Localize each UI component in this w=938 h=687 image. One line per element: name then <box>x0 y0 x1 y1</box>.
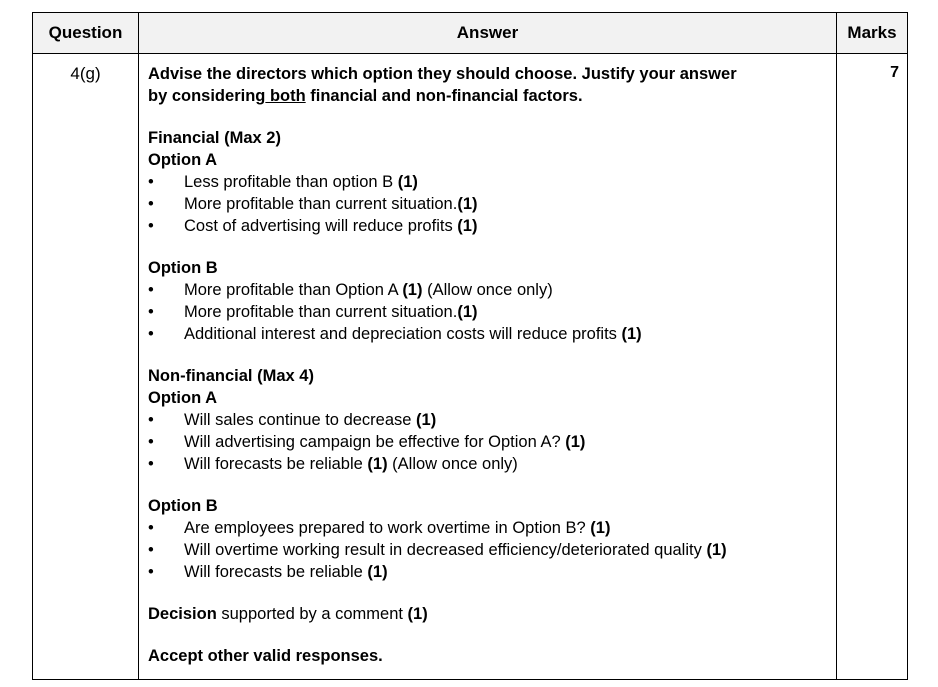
prompt-underlined: both <box>265 87 306 105</box>
item-mark: (1) <box>397 173 418 191</box>
item-text: Cost of advertising will reduce profits <box>184 217 458 235</box>
financial-heading: Financial (Max 2) <box>148 129 281 147</box>
list-item <box>148 301 828 323</box>
item-text: Will forecasts be reliable <box>184 563 368 581</box>
item-mark: (1) <box>457 303 478 321</box>
nonfinancial-optiona-section <box>148 365 828 475</box>
list-item <box>148 539 828 561</box>
item-mark: (1) <box>457 217 478 235</box>
prompt-line1: Advise the directors which option they should choose. Justify your answer <box>148 65 737 83</box>
option-label: Option B <box>148 259 218 277</box>
nonfinancial-optionb-section <box>148 495 828 583</box>
item-mark: (1) <box>457 195 478 213</box>
item-mark: (1) <box>621 325 642 343</box>
list-item <box>148 453 828 475</box>
decision-word: Decision <box>148 605 217 623</box>
bullet-list <box>148 279 828 345</box>
list-item <box>148 215 828 237</box>
answer-cell <box>139 54 837 680</box>
question-number: 4(g) <box>33 54 139 680</box>
header-marks: Marks <box>837 13 908 54</box>
item-mark: (1) <box>565 433 586 451</box>
item-mark: (1) <box>590 519 611 537</box>
item-text: Are employees prepared to work overtime in Option B? <box>184 519 591 537</box>
table-row <box>33 54 908 680</box>
list-item <box>148 409 828 431</box>
item-text: Will advertising campaign be effective for Option A? <box>184 433 566 451</box>
item-mark: (1) <box>367 563 388 581</box>
financial-optiona-section <box>148 127 828 237</box>
list-item <box>148 171 828 193</box>
question-prompt <box>148 63 828 107</box>
item-text: More profitable than current situation. <box>184 303 458 321</box>
option-label: Option B <box>148 497 218 515</box>
list-item <box>148 279 828 301</box>
financial-optionb-section <box>148 257 828 345</box>
list-item <box>148 193 828 215</box>
list-item <box>148 517 828 539</box>
bullet-list <box>148 409 828 475</box>
decision-line <box>148 603 828 625</box>
bullet-list <box>148 517 828 583</box>
item-text: Will sales continue to decrease <box>184 411 417 429</box>
option-label: Option A <box>148 151 218 169</box>
item-text: Will forecasts be reliable <box>184 455 368 473</box>
header-answer: Answer <box>139 13 837 54</box>
item-mark: (1) <box>402 281 423 299</box>
decision-mark: (1) <box>407 605 428 623</box>
item-note: (Allow once only) <box>422 281 553 299</box>
marks-value: 7 <box>837 54 908 680</box>
nonfinancial-heading: Non-financial (Max 4) <box>148 367 314 385</box>
accept-note: Accept other valid responses. <box>148 647 383 665</box>
prompt-line2b: financial and non-financial factors. <box>305 87 583 105</box>
list-item <box>148 323 828 345</box>
item-text: More profitable than Option A <box>184 281 403 299</box>
item-mark: (1) <box>416 411 437 429</box>
item-text: Additional interest and depreciation costs will reduce profits <box>184 325 622 343</box>
item-text: Less profitable than option B <box>184 173 398 191</box>
item-mark: (1) <box>367 455 388 473</box>
item-text: More profitable than current situation. <box>184 195 458 213</box>
mark-scheme-table <box>32 12 908 680</box>
list-item <box>148 561 828 583</box>
option-label: Option A <box>148 389 218 407</box>
item-mark: (1) <box>706 541 727 559</box>
header-question: Question <box>33 13 139 54</box>
header-row <box>33 13 908 54</box>
bullet-list <box>148 171 828 237</box>
item-text: Will overtime working result in decreased efficiency/deteriorated quality <box>184 541 707 559</box>
list-item <box>148 431 828 453</box>
item-note: (Allow once only) <box>387 455 518 473</box>
prompt-line2a: by considering <box>148 87 266 105</box>
decision-text: supported by a comment <box>216 605 408 623</box>
